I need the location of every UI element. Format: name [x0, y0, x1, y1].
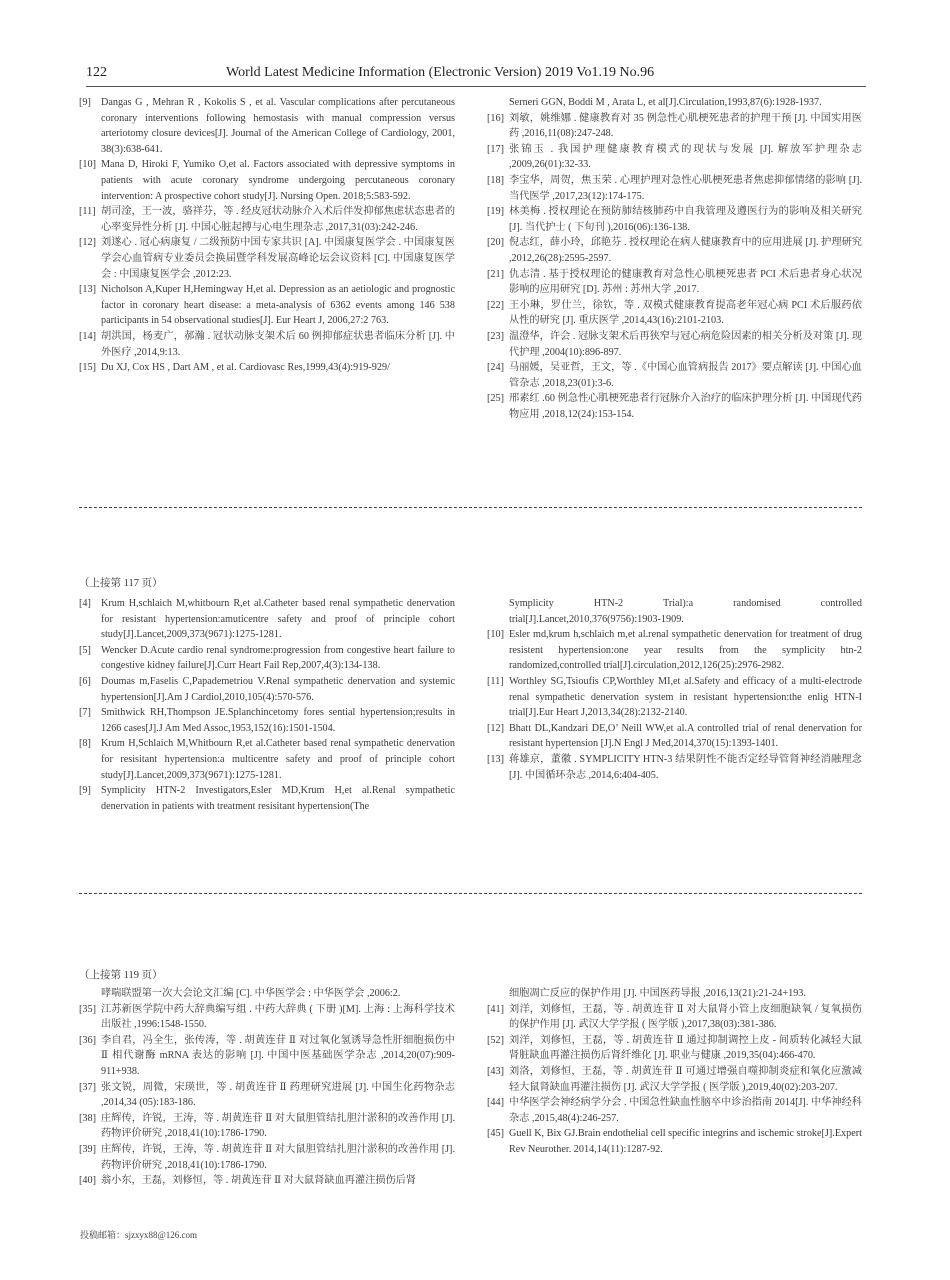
references-s1-left: [79, 95, 455, 376]
reference-text: 庄辉传，许锐，王涛，等 . 胡黄连苷 Ⅱ 对大鼠胆管结扎胆汁淤积的改善作用 [J]. 药物评价研究 ,2018,41(10):1786-1790.: [101, 1112, 455, 1140]
reference-item: [79, 596, 455, 643]
reference-item: [79, 329, 455, 360]
reference-text: 马丽媛，吴亚哲，王文，等 .《中国心血管病报告 2017》要点解读 [J]. 中国心血管杂志 ,2018,23(01):3-6.: [509, 362, 862, 389]
reference-number: [5]: [79, 644, 91, 656]
section-divider: [79, 893, 862, 894]
reference-number: [16]: [487, 112, 504, 124]
references-s3-right: [487, 986, 862, 1158]
references-s1-right: [487, 95, 862, 422]
reference-number: [18]: [487, 174, 504, 186]
references-s2-right: [487, 596, 862, 783]
reference-item: [79, 1080, 455, 1111]
reference-number: [4]: [79, 598, 91, 609]
reference-text: Krum H,schlaich M,whitbourn R,et al.Catheter based renal sympathetic denervation for resistant hypertension:amuticentre safety and proof of principle cohort study[J].Lancet,2009,373(9671):1275-1281.: [101, 598, 455, 641]
reference-text: Wencker D.Acute cardio renal syndrome:progression from congestive heart failure to congestive kidney failure[J].Curr Heart Fail Rep,2007,4(3):134-138.: [101, 644, 455, 672]
reference-item: [487, 391, 862, 422]
reference-text: 王小琳，罗仕兰，徐钦，等 . 双模式健康教育提高老年冠心病 PCI 术后服药依从性的研究 [J]. 重庆医学 ,2014,43(16):2101-2103.: [509, 299, 862, 327]
reference-item: [487, 142, 862, 173]
reference-item: [487, 752, 862, 783]
continued-from-label: （上接第 119 页）: [79, 970, 163, 981]
reference-item: [79, 360, 455, 376]
reference-item: [79, 736, 455, 783]
reference-text: Dangas G , Mehran R , Kokolis S , et al. Vascular complications after percutaneous coronary interventions following hemostasis with manual compression versus arteriotomy closure devices[J]. Journal of the American College of Cardiology, 2001, 38(3):638-641.: [101, 97, 455, 155]
reference-number: [8]: [79, 738, 91, 750]
reference-text: Bhatt DL,Kandzari DE,O’ Neill WW,et al.A controlled trial of renal denervation for resistant hypertension [J].N Engl J Med,2014,370(15):1393-1401.: [509, 722, 862, 750]
reference-text: 林美梅 . 授权理论在预防肺结核肺药中自我管理及遵医行为的影响及相关研究 [J]. 当代护士 ( 下旬刊 ),2016(06):136-138.: [509, 206, 862, 233]
reference-item: [487, 111, 862, 142]
reference-number: [20]: [487, 237, 504, 249]
reference-text: 倪志红，薛小玲，邱艳芬 . 授权理论在病人健康教育中的应用进展 [J]. 护理研究 ,2012,26(28):2595-2597.: [509, 237, 862, 264]
reference-item: [487, 360, 862, 391]
reference-number: [45]: [487, 1128, 504, 1140]
reference-item: [487, 298, 862, 329]
reference-item: [487, 721, 862, 752]
reference-text: 江苏新医学院中药大辞典编写组 . 中药大辞典 ( 下册 )[M]. 上海 : 上海科学技术出版社 ,1996:1548-1550.: [101, 1003, 455, 1031]
reference-number: [9]: [79, 785, 91, 797]
reference-text: 李自君，冯全生，张传涛，等 . 胡黄连苷 Ⅱ 对过氧化氢诱导急性肝细胞损伤中 Ⅱ 相代谢酶 mRNA 表达的影响 [J]. 中国中医基础医学杂志 ,2014,20(07):909-911+938.: [101, 1034, 455, 1077]
reference-text: Worthley SG,Tsioufis CP,Worthley MI,et al.Safety and efficacy of a multi-electrode renal sympathetic denervation system in resistant hypertension:the enlig HTN-I trial[J].Eur Heart J,2013,34(28):2132-2140.: [509, 675, 862, 719]
reference-text: Mana D, Hiroki F, Yumiko O,et al. Factors associated with depressive symptoms in patients with acute coronary syndrome undergoing percutaneous coronary intervention: A prospective cohort study[J]. Nursing Open. 2018;5:583-592.: [101, 159, 455, 202]
reference-text: 翁小东，王磊，刘修恒，等 . 胡黄连苷 Ⅱ 对大鼠肾缺血再灌注损伤后肾: [101, 1175, 417, 1187]
reference-item: [79, 95, 455, 157]
reference-item: [487, 1064, 862, 1095]
reference-number: [13]: [487, 753, 504, 765]
reference-number: [10]: [487, 629, 504, 641]
reference-text: 蒋雄京，董徽 . SYMPLICITY HTN-3 结果阴性不能否定经导管肾神经消融理念 [J]. 中国循环杂志 ,2014,6:404-405.: [509, 753, 862, 781]
reference-number: [23]: [487, 330, 504, 342]
reference-text: 刘洋，刘修恒，王磊，等 . 胡黄连苷 Ⅱ 通过抑制调控上皮 - 间质转化减轻大鼠肾脏缺血再灌注损伤后肾纤维化 [J]. 职业与健康 ,2019,35(04):466-470.: [509, 1034, 862, 1062]
reference-text: 温澄华，许会 . 冠脉支架术后再狭窄与冠心病危险因素的相关分析及对策 [J]. 现代护理 ,2004(10):896-897.: [509, 330, 862, 358]
reference-number: [35]: [79, 1003, 96, 1015]
reference-item: [79, 157, 455, 204]
reference-text: Nicholson A,Kuper H,Hemingway H,et al. Depression as an aetiologic and prognostic factor in coronary heart disease: a meta-analysis of 6362 events among 146 538 participants in 54 observational studies[J]. Eur Heart J, 2006,27:2 763.: [101, 284, 455, 327]
reference-number: [12]: [79, 237, 96, 249]
reference-number: [41]: [487, 1003, 504, 1015]
reference-continuation: 哮喘联盟第一次大会论文汇编 [C]. 中华医学会 : 中华医学会 ,2006:2.: [101, 988, 401, 999]
reference-text: 庄辉传，许锐，王涛，等 . 胡黄连苷 Ⅱ 对大鼠胆管结扎胆汁淤积的改善作用 [J]. 药物评价研究 ,2018,41(10):1786-1790.: [101, 1143, 455, 1171]
reference-text: 胡洪国，杨麦广，郝瀚 . 冠状动脉支架术后 60 例抑郁症状患者临床分析 [J]. 中外医疗 ,2014,9:13.: [101, 330, 455, 358]
journal-title: World Latest Medicine Information (Electronic Version) 2019 Vo1.19 No.96: [226, 65, 655, 80]
reference-number: [15]: [79, 362, 96, 374]
reference-item: [487, 627, 862, 674]
reference-text: 胡司淦，王一波，骆祥芬，等 . 经皮冠状动脉介入术后伴发抑郁焦虑状态患者的心率变异性分析 [J]. 中国心脏起搏与心电生理杂志 ,2017,31(03):242-246.: [101, 206, 456, 233]
reference-item: [487, 1002, 862, 1033]
reference-number: [38]: [79, 1112, 96, 1124]
reference-number: [14]: [79, 330, 96, 342]
reference-item: [79, 204, 455, 235]
reference-number: [37]: [79, 1081, 96, 1093]
reference-item: [79, 1033, 455, 1080]
reference-number: [36]: [79, 1034, 96, 1046]
reference-item: [79, 1111, 455, 1142]
reference-number: [39]: [79, 1143, 96, 1155]
reference-item: [79, 1142, 455, 1173]
page-number: 122: [86, 65, 107, 80]
reference-number: [6]: [79, 675, 91, 687]
reference-item: [487, 173, 862, 204]
reference-text: 仇志清 . 基于授权理论的健康教育对急性心肌梗死患者 PCI 术后患者身心状况影响的应用研究 [D]. 苏州 : 苏州大学 ,2017.: [509, 268, 862, 296]
reference-text: Esler md,krum h,schlaich m,et al.renal sympathetic denervation for treatment of drug resistent hypertension:one year results from the symplicity htn-2 randomized,controlled trial[J].circulation,2012,126(25):2976-2982.: [509, 629, 862, 672]
reference-item: [487, 1095, 862, 1126]
reference-number: [25]: [487, 393, 504, 405]
reference-number: [19]: [487, 206, 504, 218]
references-s3-left: [79, 986, 455, 1189]
reference-number: [10]: [79, 159, 96, 171]
reference-item: [79, 643, 455, 674]
reference-number: [11]: [487, 675, 504, 687]
reference-continuation: Serneri GGN, Boddi M , Arata L, et al[J].Circulation,1993,87(6):1928-1937.: [509, 97, 822, 108]
reference-text: 中华医学会神经病学分会 . 中国急性缺血性脑卒中诊治指南 2014[J]. 中华神经科杂志 ,2015,48(4):246-257.: [509, 1097, 862, 1124]
reference-text: 刘洋，刘修恒，王磊，等 . 胡黄连苷 Ⅱ 对大鼠肾小管上皮细胞缺氧 / 复氧损伤的保护作用 [J]. 武汉大学学报 ( 医学版 ),2017,38(03):381-386.: [509, 1003, 862, 1031]
reference-number: [24]: [487, 362, 504, 374]
reference-number: [11]: [79, 206, 96, 218]
reference-text: 张锦玉 . 我国护理健康教育模式的现状与发展 [J]. 解放军护理杂志 ,2009,26(01):32-33.: [509, 143, 862, 171]
reference-item: [79, 674, 455, 705]
reference-item: [79, 1002, 455, 1033]
reference-text: Guell K, Bix GJ.Brain endothelial cell specific integrins and ischemic stroke[J].Expert Rev Neurother. 2014,14(11):1287-92.: [509, 1128, 862, 1155]
reference-text: 刘遂心 . 冠心病康复 / 二级预防中国专家共识 [A]. 中国康复医学会 . 中国康复医学会心血管病专业委员会换届暨学科发展高峰论坛会议资料 [C]. 中国康复医学会 : 中国康复医学会 ,2012:23.: [101, 237, 455, 280]
reference-item: [79, 1173, 455, 1189]
reference-number: [21]: [487, 268, 504, 280]
reference-item: [79, 235, 455, 282]
section-divider: [79, 507, 862, 508]
reference-item: [487, 674, 862, 721]
reference-text: 刘洛，刘修恒，王磊，等 . 胡黄连苷 Ⅱ 可通过增强自噬抑制炎症和氧化应激减轻大鼠肾缺血再灌注损伤 [J]. 武汉大学学报 ( 医学版 ),2019,40(02):203-207.: [509, 1065, 862, 1093]
reference-item: [487, 1126, 862, 1157]
reference-text: 张文锐，周微，宋瑛世，等 . 胡黄连苷 Ⅱ 药理研究进展 [J]. 中国生化药物杂志 ,2014,34 (05):183-186.: [101, 1081, 455, 1109]
reference-number: [17]: [487, 143, 504, 155]
reference-text: 刘敏，姚维娜 . 健康教育对 35 例急性心肌梗死患者的护理干预 [J]. 中国实用医药 ,2016,11(08):247-248.: [509, 112, 862, 140]
references-s2-left: [79, 596, 455, 814]
reference-item: [487, 329, 862, 360]
page-header: [86, 64, 866, 87]
reference-number: [40]: [79, 1175, 96, 1187]
reference-continuation: 细胞凋亡反应的保护作用 [J]. 中国医药导报 ,2016,13(21):21-24+193.: [509, 988, 806, 999]
reference-item: [79, 705, 455, 736]
reference-number: [9]: [79, 97, 91, 108]
reference-text: 邢素红 .60 例急性心肌梗死患者行冠脉介入治疗的临床护理分析 [J]. 中国现代药物应用 ,2018,12(24):153-154.: [509, 393, 862, 420]
reference-item: [487, 1033, 862, 1064]
reference-number: [13]: [79, 284, 96, 296]
reference-text: Smithwick RH,Thompson JE.Splanchincetomy fores sential hypertension;results in 1266 cases[J].J Am Med Assoc,1953,152(16):1501-1504.: [101, 707, 455, 734]
reference-text: Symplicity HTN-2 Investigators,Esler MD,Krum H,et al.Renal sympathetic denervation in patients with treatment resisitant hypertension(The: [101, 785, 455, 812]
reference-text: 李宝华，周贺，焦玉荣 . 心理护理对急性心肌梗死患者焦虑抑郁情绪的影响 [J]. 当代医学 ,2017,23(12):174-175.: [509, 174, 862, 202]
reference-number: [7]: [79, 707, 91, 719]
reference-number: [22]: [487, 299, 504, 311]
reference-text: Krum H,Schlaich M,Whitbourn R,et al.Catheter based renal sympathetic denervation for resisitant hypertension:a multicentre safety and proof of principle cohort study[J].Lancet,2009,373(9671):1275-1281.: [101, 738, 455, 781]
reference-number: [12]: [487, 722, 504, 734]
reference-text: Du XJ, Cox HS , Dart AM , et al. Cardiovasc Res,1999,43(4):919-929/: [101, 362, 390, 374]
continued-from-label: （上接第 117 页）: [79, 578, 163, 589]
reference-item: [79, 783, 455, 814]
reference-item: [487, 204, 862, 235]
reference-text: Doumas m,Faselis C,Papademetriou V.Renal sympathetic denervation and systemic hypertension[J].Am J Cardiol,2010,105(4):570-576.: [101, 675, 455, 703]
reference-continuation: Symplicity HTN-2 Trial):a randomised controlled trial[J].Lancet,2010,376(9756):1903-1909.: [509, 598, 862, 625]
reference-number: [43]: [487, 1065, 504, 1077]
submission-email: 投稿邮箱：sjzxyx88@126.com: [80, 1230, 198, 1240]
reference-item: [487, 267, 862, 298]
reference-number: [52]: [487, 1034, 504, 1046]
reference-number: [44]: [487, 1097, 504, 1109]
reference-item: [79, 282, 455, 329]
reference-item: [487, 235, 862, 266]
